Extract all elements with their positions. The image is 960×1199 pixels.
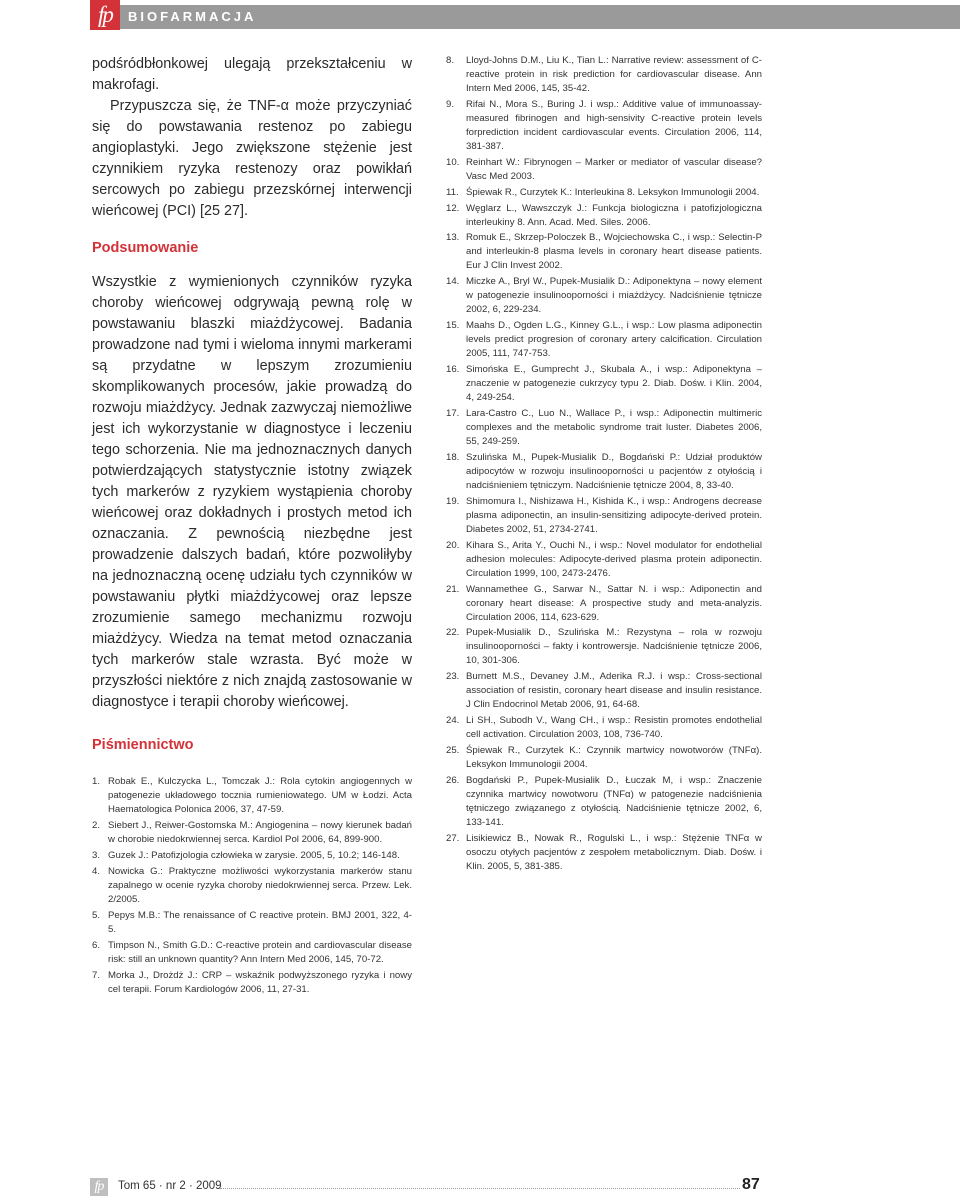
reference-text: Miczke A., Bryl W., Pupek-Musialik D.: Adiponektyna – nowy element w patogenezie insulinooporności i miażdżycy. Nadciśnienie tętnicze 2002, 6, 229-234. [466, 276, 762, 316]
reference-item [446, 744, 762, 772]
reference-item [446, 774, 762, 830]
reference-text: Lara-Castro C., Luo N., Wallace P., i wsp.: Adiponectin multimeric complexes and the metabolic syndrome trait luster. Diabetes 2006, 55, 249-259. [466, 408, 762, 448]
reference-number: 16. [446, 364, 460, 376]
reference-item [446, 202, 762, 230]
reference-text: Lisikiewicz B., Nowak R., Rogulski L., i wsp.: Stężenie TNFα w osoczu otyłych pacjentów z zespołem metabolicznym. Diab. Dośw. i Klin. 2005, 5, 381-385. [466, 832, 762, 872]
reference-item [446, 451, 762, 493]
reference-item [446, 495, 762, 537]
reference-item [446, 583, 762, 625]
reference-item [92, 819, 412, 847]
reference-number: 13. [446, 232, 460, 244]
reference-text: Burnett M.S., Devaney J.M., Aderika R.J. i wsp.: Cross-sectional association of resistin, coronary heart disease and insulin resistance. J Clin Endocrinol Metab 2006, 91, 64-68. [466, 671, 762, 711]
reference-text: Śpiewak R., Curzytek K.: Interleukina 8. Leksykon Immunologii 2004. [466, 186, 760, 198]
section-title: BIOFARMACJA [128, 9, 257, 24]
right-column [446, 54, 762, 876]
reference-item [92, 939, 412, 967]
reference-text: Kihara S., Arita Y., Ouchi N., i wsp.: Novel modulator for endothelial adhesion molecules: Adipocyte-derived plasma protein adiponectin. Circulation 1999, 100, 2473-2476. [466, 539, 762, 579]
reference-text: Maahs D., Ogden L.G., Kinney G.L., i wsp.: Low plasma adiponectin levels predict progresion of coronary artery calcification. Circulation 2005, 111, 747-753. [466, 320, 762, 360]
reference-number: 26. [446, 775, 460, 787]
reference-text: Reinhart W.: Fibrynogen – Marker or mediator of vascular disease? Vasc Med 2003. [466, 156, 762, 182]
reference-text: Robak E., Kulczycka L., Tomczak J.: Rola cytokin angiogennych w patogenezie układowego tocznia rumieniowatego. UM w Łodzi. Acta Haematologica Polonica 2006, 37, 47-59. [108, 776, 412, 815]
reference-item [92, 909, 412, 937]
reference-number: 14. [446, 276, 460, 288]
reference-number: 5. [92, 910, 101, 921]
reference-text: Morka J., Drożdż J.: CRP – wskaźnik podwyższonego ryzyka i nowy cel terapii. Forum Kardiologów 2006, 11, 27-31. [108, 970, 412, 995]
reference-item [92, 865, 412, 907]
page-number: 87 [742, 1176, 760, 1193]
reference-item [92, 849, 412, 863]
reference-number: 18. [446, 451, 460, 463]
reference-text: Li SH., Subodh V., Wang CH., i wsp.: Resistin promotes endothelial cell activation. Circulation 2003, 108, 736-740. [466, 715, 762, 741]
summary-heading: Podsumowanie [92, 240, 199, 256]
reference-number: 21. [446, 583, 460, 595]
reference-text: Śpiewak R., Curzytek K.: Czynnik martwicy nowotworów (TNFα). Leksykon Immunologii 2004. [466, 745, 762, 771]
reference-number: 20. [446, 539, 460, 551]
reference-number: 12. [446, 202, 460, 214]
summary-paragraph: Wszystkie z wymienionych czynników ryzyka choroby wieńcowej odgrywają pewną rolę w powstawaniu blaszki miażdżycowej. Badania prowadzone nad tymi i wieloma innymi markerami są przydatne w lepszym zrozumieniu skomplikowanych procesów, jakie prowadzą do rozwoju miażdżycy. Jednak zazwyczaj niemożliwe jest ich wykorzystanie w diagnostyce i leczeniu tego schorzenia. Nie ma jednoznacznych danych potwierdzających statystycznie istotny związek tych markerów z ryzykiem wystąpienia choroby wieńcowej oraz dokładnych i prostych metod ich oznaczania. Z pewnością niezbędne jest prowadzenie dalszych badań, które pozwoliłyby na jednoznaczną ocenę udziału tych czynników w powstawaniu płytki miażdżycowej oraz lepsze zrozumienie samego mechanizmu rozwoju miażdżycy. Wiedza na temat metod oznaczania tych markerów stale wzrasta. Być może w przyszłości niektóre z nich znajdą zastosowanie w diagnostyce i terapii choroby wieńcowej. [92, 274, 412, 710]
reference-number: 23. [446, 671, 460, 683]
references-list-right [446, 54, 762, 874]
reference-item [446, 363, 762, 405]
reference-text: Guzek J.: Patofizjologia człowieka w zarysie. 2005, 5, 10.2; 146-148. [108, 850, 400, 861]
reference-item [92, 775, 412, 817]
reference-item [446, 539, 762, 581]
paragraph-tnf: Przypuszcza się, że TNF-α może przyczyniać się do powstawania restenoz po zabiegu angioplastyki. Jego zwiększone stężenie jest czynnikiem ryzyka restenozy oraz powikłań sercowych po zabiegu przezskórnej interwencji wieńcowej (PCI) [25 27]. [92, 98, 412, 219]
reference-item [446, 98, 762, 154]
reference-text: Siebert J., Reiwer-Gostomska M.: Angiogenina – nowy kierunek badań w chorobie niedokrwiennej serca. Kardiol Pol 2006, 64, 899-900. [108, 820, 412, 845]
reference-item [446, 54, 762, 96]
reference-number: 27. [446, 832, 460, 844]
reference-number: 25. [446, 745, 460, 757]
reference-text: Simońska E., Gumprecht J., Skubala A., i wsp.: Adiponektyna – znaczenie w patogenezie cukrzycy typu 2. Diab. Dośw. i Klin. 2004, 4, 249-254. [466, 364, 762, 404]
reference-text: Rifai N., Mora S., Buring J. i wsp.: Additive value of immunoassay-measured fibrinogen and high-sensivity C-reactive protein levels forprediction incident cardiovascular events. Circulation 2006, 114, 381-387. [466, 98, 762, 152]
reference-item [446, 319, 762, 361]
reference-number: 1. [92, 776, 101, 787]
reference-text: Romuk E., Skrzep-Poloczek B., Wojciechowska C., i wsp.: Selectin-P and interleukin-8 plasma levels in coronary heart disease patients. Eur J Clin Invest 2002. [466, 232, 762, 272]
reference-number: 24. [446, 715, 460, 727]
reference-number: 7. [92, 970, 101, 981]
reference-number: 15. [446, 320, 460, 332]
reference-item [446, 714, 762, 742]
reference-item [446, 156, 762, 184]
references-list-left [92, 775, 412, 997]
reference-number: 4. [92, 866, 101, 877]
reference-text: Szulińska M., Pupek-Musialik D., Bogdański P.: Udział produktów adipocytów w rozwoju insulinooporności u pacjentów z otyłością i nadciśnieniem tętniczym. Nadciśnienie tętnicze 2004, 8, 33-40. [466, 451, 762, 491]
reference-number: 2. [92, 820, 101, 831]
journal-logo: fp [90, 0, 120, 30]
reference-number: 10. [446, 156, 460, 168]
left-column [92, 54, 412, 999]
reference-item [446, 832, 762, 874]
reference-number: 19. [446, 495, 460, 507]
reference-item [446, 626, 762, 668]
reference-item [92, 969, 412, 997]
reference-number: 8. [446, 55, 455, 66]
reference-item [446, 407, 762, 449]
reference-number: 3. [92, 850, 101, 861]
reference-item [446, 231, 762, 273]
reference-number: 11. [446, 186, 459, 198]
reference-number: 17. [446, 408, 460, 420]
reference-item [446, 670, 762, 712]
reference-number: 6. [92, 940, 101, 951]
reference-text: Shimomura I., Nishizawa H., Kishida K., i wsp.: Androgens decrease plasma adiponectin, an insulin-sensitizing adipocyte-derived protein. Diabetes 2002, 51, 2734-2741. [466, 495, 762, 535]
reference-text: Nowicka G.: Praktyczne możliwości wykorzystania markerów stanu zapalnego w ocenie ryzyka choroby niedokrwiennej serca. Przew. Lek. 2/2005. [108, 866, 412, 905]
reference-text: Lloyd-Johns D.M., Liu K., Tian L.: Narrative review: assessment of C-reactive protein in risk prediction for cardiovascular disease. Ann Intern Med 2006, 145, 35-42. [466, 55, 762, 94]
reference-item [446, 275, 762, 317]
reference-number: 22. [446, 627, 460, 639]
issue-info: Tom 65 · nr 2 · 2009 [118, 1180, 222, 1192]
reference-text: Timpson N., Smith G.D.: C-reactive protein and cardiovascular disease risk: still an unknown quantity? Ann Intern Med 2006, 145, 70-72. [108, 940, 412, 965]
reference-number: 9. [446, 98, 455, 110]
reference-text: Bogdański P., Pupek-Musialik D., Łuczak M, i wsp.: Znaczenie czynnika martwicy nowotworu (TNFα) w patogenezie nadciśnienia tętniczego związanego z otyłością. Nadciśnienie tętnicze 2002, 6, 133-141. [466, 775, 762, 829]
footer-divider [220, 1188, 740, 1189]
reference-text: Węglarz L., Wawszczyk J.: Funkcja biologiczna i patofizjologiczna interleukiny 8. Ann. Acad. Med. Siles. 2006. [466, 202, 762, 228]
reference-item [446, 186, 762, 200]
footer-logo: fp [90, 1178, 108, 1196]
paragraph-continued: podśródbłonkowej ulegają przekształceniu w makrofagi. [92, 56, 412, 93]
reference-text: Pepys M.B.: The renaissance of C reactive protein. BMJ 2001, 322, 4-5. [108, 910, 412, 935]
reference-text: Wannamethee G., Sarwar N., Sattar N. i wsp.: Adiponectin and coronary heart disease: A prospective study and meta-analyzis. Circulation 2006, 114, 623-629. [466, 583, 762, 623]
reference-text: Pupek-Musialik D., Szulińska M.: Rezystyna – rola w rozwoju insulinooporności – fakty i kontrowersje. Nadciśnienie tętnicze 2006, 10, 301-306. [466, 627, 762, 667]
references-heading: Piśmiennictwo [92, 737, 194, 753]
